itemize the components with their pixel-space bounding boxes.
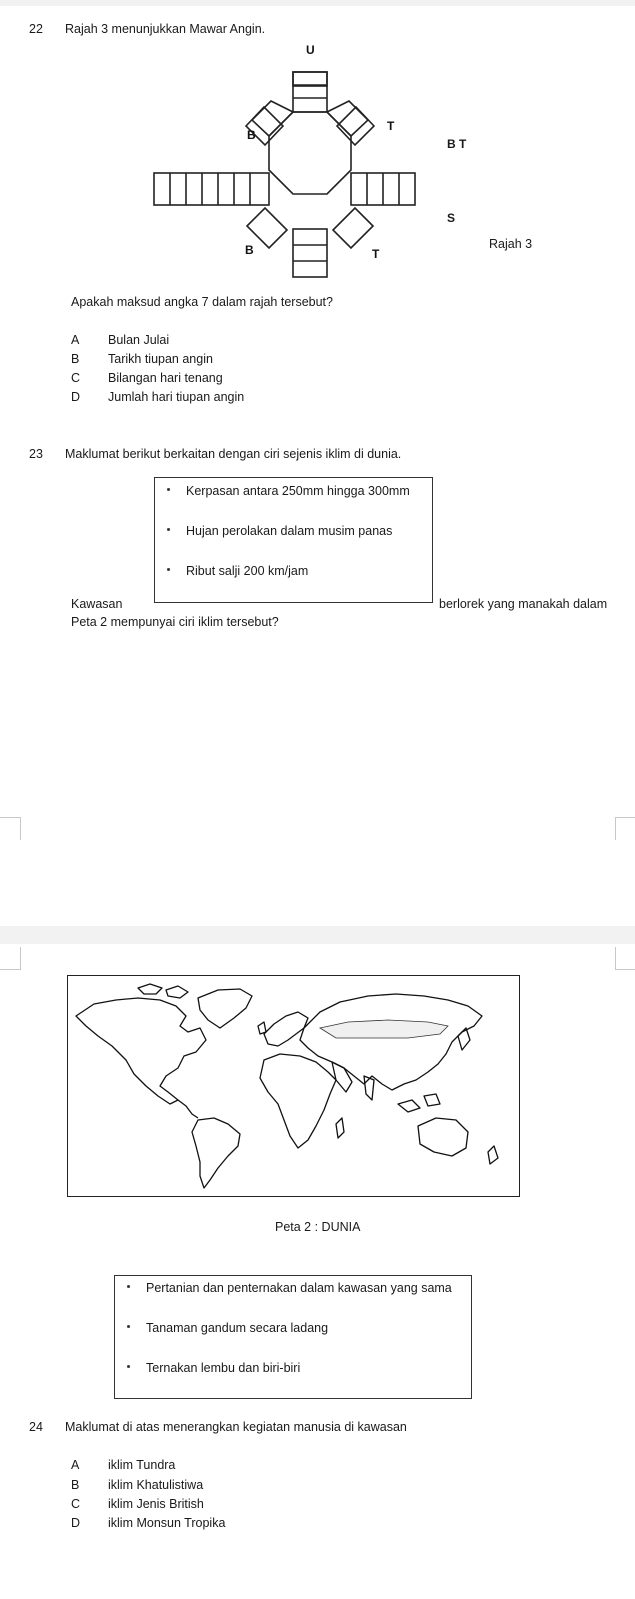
question-23-number: 23 — [29, 447, 43, 461]
option-text: iklim Tundra — [108, 1458, 176, 1472]
option-letter: C — [71, 371, 81, 385]
question-22-prompt: Rajah 3 menunjukkan Mawar Angin. — [65, 22, 266, 36]
page-top-edge — [0, 0, 635, 6]
question-22-question: Apakah maksud angka 7 dalam rajah tersebut? — [71, 295, 333, 309]
option-letter: C — [71, 1497, 81, 1511]
option-text: iklim Jenis British — [108, 1497, 204, 1511]
map-africa — [260, 1054, 336, 1148]
map-shaded-region — [320, 1020, 448, 1038]
wind-rose-label-sw: B — [245, 243, 254, 257]
map-south-america — [192, 1118, 240, 1188]
map-australia — [418, 1118, 468, 1156]
wind-rose-diagram — [140, 40, 440, 285]
figure-caption-rajah-3: Rajah 3 — [489, 237, 533, 251]
option-text: Bilangan hari tenang — [108, 371, 223, 385]
option-letter: B — [71, 1478, 80, 1492]
bullet-item: Tanaman gandum secara ladang — [127, 1321, 328, 1335]
question-23-prompt: Maklumat berikut berkaitan dengan ciri sejenis iklim di dunia. — [65, 447, 402, 461]
compass-label-bt: B T — [447, 137, 467, 151]
question-24-prompt: Maklumat di atas menerangkan kegiatan manusia di kawasan — [65, 1420, 407, 1434]
option-letter: B — [71, 352, 80, 366]
question-23-text-right: berlorek yang manakah dalam — [439, 597, 608, 611]
wind-rose-label-se: T — [372, 247, 380, 261]
wind-rose-label-ne: T — [387, 119, 395, 133]
bullet-item: Ternakan lembu dan biri-biri — [127, 1361, 300, 1375]
wind-rose-sw-arm — [247, 208, 287, 248]
option-letter: A — [71, 1458, 80, 1472]
option-text: Jumlah hari tiupan angin — [108, 390, 245, 404]
option-letter: A — [71, 333, 80, 347]
wind-rose-west-arm — [154, 173, 269, 205]
wind-rose-label-north: U — [306, 43, 315, 57]
map-asia — [300, 994, 482, 1090]
page-corner-mark — [615, 947, 635, 970]
wind-rose-ne-arm — [327, 101, 368, 136]
page-corner-mark — [615, 817, 635, 840]
bullet-item: Ribut salji 200 km/jam — [167, 564, 308, 578]
map-greenland — [198, 989, 252, 1028]
question-23-text-left: Kawasan — [71, 597, 123, 611]
wind-rose-south-arm — [293, 229, 327, 277]
bullet-item: Hujan perolakan dalam musim panas — [167, 524, 392, 538]
question-22-number: 22 — [29, 22, 43, 36]
wind-rose-nw-arm — [252, 101, 293, 136]
bullet-item: Pertanian dan penternakan dalam kawasan yang sama — [127, 1281, 452, 1295]
world-map-frame — [67, 975, 520, 1197]
bullet-item: Kerpasan antara 250mm hingga 300mm — [167, 484, 410, 498]
wind-rose-north-arm — [293, 72, 327, 112]
question-23-text-line2: Peta 2 mempunyai ciri iklim tersebut? — [71, 615, 279, 629]
wind-rose-se-arm — [333, 208, 373, 248]
option-text: iklim Monsun Tropika — [108, 1516, 226, 1530]
compass-label-s: S — [447, 211, 456, 225]
option-letter: D — [71, 1516, 81, 1530]
climate-characteristics-box — [154, 477, 433, 603]
wind-rose-label-nw: B — [247, 128, 256, 142]
option-text: iklim Khatulistiwa — [108, 1478, 204, 1492]
world-map — [68, 976, 519, 1196]
option-letter: D — [71, 390, 81, 404]
option-text: Tarikh tiupan angin — [108, 352, 213, 366]
page-corner-mark — [0, 817, 21, 840]
option-text: Bulan Julai — [108, 333, 170, 347]
human-activity-box — [114, 1275, 472, 1399]
question-24-number: 24 — [29, 1420, 43, 1434]
map-north-america — [76, 998, 206, 1104]
page-break — [0, 926, 635, 944]
map-caption: Peta 2 : DUNIA — [275, 1220, 361, 1234]
page-corner-mark — [0, 947, 21, 970]
